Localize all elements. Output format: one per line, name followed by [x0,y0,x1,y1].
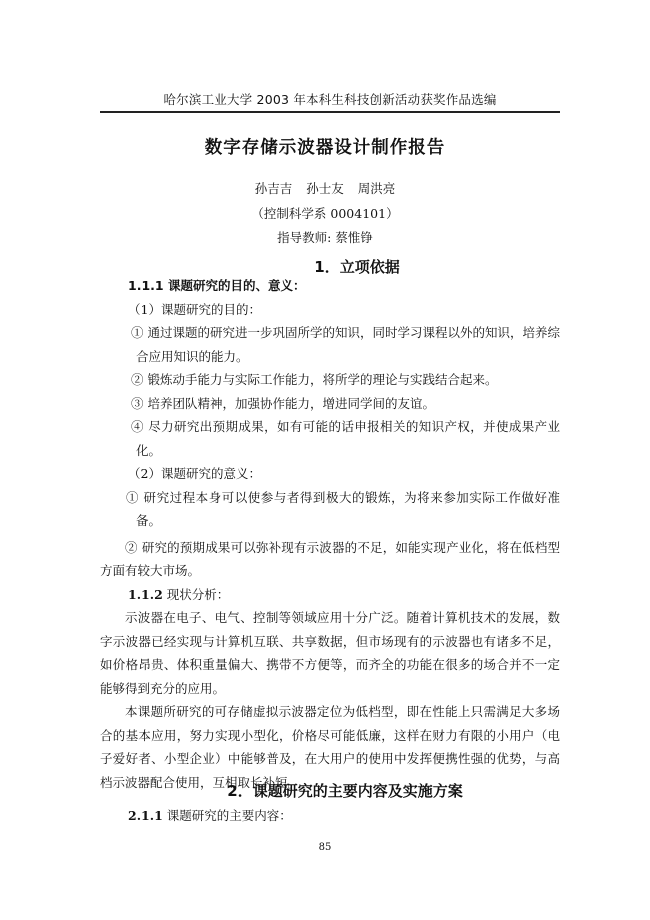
department: （控制科学系 0004101） [251,206,399,221]
advisor: 指导教师: 蔡惟铮 [277,230,373,245]
purpose-item: ① 通过课题的研究进一步巩固所学的知识，同时学习课程以外的知识，培养综合应用知识的能力。 [131,325,560,364]
running-header: 哈尔滨工业大学 2003 年本科生科技创新活动获奖作品选编 [100,90,560,113]
authors: 孙吉吉 孙士友 周洪亮 [254,181,396,196]
section-1-body [100,274,560,794]
subsection-title: 课题研究的主要内容： [166,808,292,823]
subsection-title: 课题研究的目的、意义： [167,278,306,293]
purpose-label: （1）课题研究的目的： [128,301,261,317]
section-1-heading: 1．立项依据 [314,258,400,276]
subsection-title: 现状分析： [166,586,230,602]
meaning-item: ② 研究的预期成果可以弥补现有示波器的不足，如能实现产业化，将在低档型方面有较大市场。 [100,539,560,578]
subsection-2-1-1-heading [100,804,560,828]
paper-title: 数字存储示波器设计制作报告 [204,138,446,158]
subsection-1-1-1-heading [100,274,560,298]
meaning-label: （2）课题研究的意义： [128,466,261,481]
purpose-item: ② 锻炼动手能力与实际工作能力，将所学的理论与实践结合起来。 [131,372,498,387]
purpose-item: ④ 尽力研究出预期成果，如有可能的话申报相关的知识产权，并使成果产业化。 [131,419,560,458]
subsection-1-1-2-heading [100,583,560,607]
subsection-number: 2.1.1 [128,808,163,823]
section-2-body [100,804,560,828]
purpose-item: ③ 培养团队精神，加强协作能力，增进同学间的友谊。 [131,395,435,411]
analysis-paragraph: 示波器在电子、电气、控制等领域应用十分广泛。随着计算机技术的发展，数字示波器已经实现与计算机互联、共享数据，但市场现有的示波器也有诸多不足，如价格昂贵、体积重量偏大、携带不方便等，而齐全的功能在很多的场合并不一定能够得到充分的应用。 [100,610,560,696]
subsection-number: 1.1.2 [128,586,163,602]
section-2-heading: 2．课题研究的主要内容及实施方案 [227,782,463,800]
analysis-paragraph: 本课题所研究的可存储虚拟示波器定位为低档型，即在性能上只需满足大多场合的基本应用，努力实现小型化，价格尽可能低廉，这样在财力有限的小用户（电子爱好者、小型企业）中能够普及，在大用户的使用中发挥便携性强的优势，与高档示波器配合使用，互相取长补短。 [100,704,560,790]
page-number: 85 [318,842,332,853]
meaning-item: ① 研究过程本身可以使参与者得到极大的锻炼，为将来参加实际工作做好准备。 [126,489,560,528]
subsection-number: 1.1.1 [128,278,164,293]
